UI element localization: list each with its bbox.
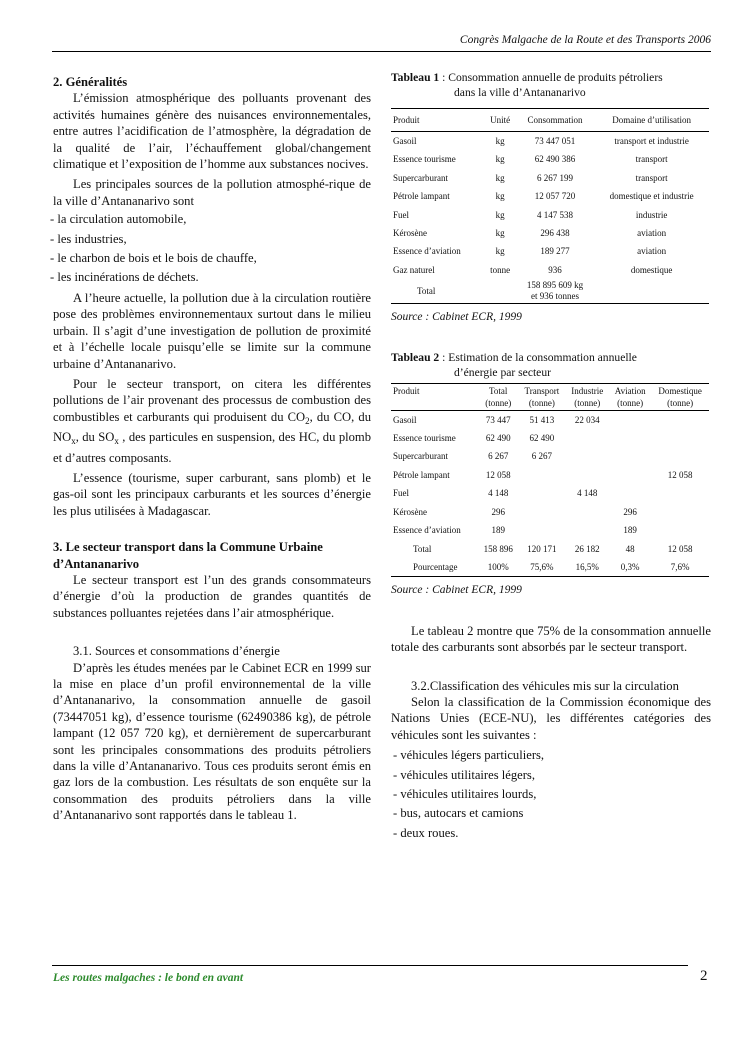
list-item: - les incinérations de déchets. bbox=[50, 270, 199, 285]
column-header: Produit bbox=[393, 114, 420, 125]
table-header-row bbox=[391, 109, 709, 132]
table-1-source: Source : Cabinet ECR, 1999 bbox=[391, 311, 522, 324]
column-header: Consommation bbox=[527, 114, 583, 125]
table-row: Essence d’aviation kg 189 277 aviation bbox=[393, 246, 667, 257]
column-header: Total (tonne) bbox=[485, 385, 512, 408]
column-header: Unité bbox=[490, 114, 511, 125]
footer-rule bbox=[52, 965, 688, 966]
list-item: - le charbon de bois et le bois de chauffe, bbox=[50, 251, 257, 266]
table-header-row bbox=[391, 383, 709, 410]
section-3-heading: 3. Le secteur transport dans la Commune Urbaine d’Antananarivo bbox=[53, 540, 323, 571]
table-row: Kérosène 296 296 bbox=[393, 506, 637, 517]
header-rule bbox=[52, 51, 711, 52]
list-item: - véhicules légers particuliers, bbox=[393, 748, 545, 763]
page-number: 2 bbox=[700, 968, 708, 984]
table-total-row: Total 158 896 120 171 26 182 48 12 058 bbox=[413, 543, 693, 554]
running-header: Congrès Malgache de la Route et des Transports 2006 bbox=[459, 34, 711, 46]
right-column bbox=[391, 70, 711, 845]
table-1-caption: Tableau 1 : Consommation annuelle de produits pétroliers dans la ville d’Antananarivo bbox=[391, 71, 663, 99]
column-header: Aviation (tonne) bbox=[614, 385, 646, 408]
table-row: Essence d’aviation 189 189 bbox=[393, 525, 637, 536]
section-2-paragraph-1: L’émission atmosphérique des polluants provenant des activités humaines génère des nuisances environnementales, entre autres l’acidification de l’atmosphère, la dégradation de la qualité de l’air, l’échauffement global/changement climatique et l’exposition de l’homme aux substances nocives. bbox=[53, 91, 371, 172]
section-3-paragraph-1: Le secteur transport est l’un des grands consommateurs d’énergie d’où la production de grandes quantités de substances polluantes rejetées dans l’air atmosphérique. bbox=[53, 572, 371, 620]
list-item: - deux roues. bbox=[393, 825, 459, 840]
table-1 bbox=[391, 108, 709, 304]
subsection-3-1-paragraph: D’après les études menées par le Cabinet ECR en 1999 sur la mise en place d’un profil environnemental de la ville d’Antananarivo, la consommation annuelle de gasoil (73447051 kg), d’essence tourisme (62490386 kg), de pétrole lampant (12 057 720 kg), et dernièrement de supercarburant sont les principales consommations des produits pétroliers dans la ville d’Antananarivo. Tous ces produits seront émis en gaz lors de la combustion. Les résultats de son enquête sur la consommation des produits pétroliers dans la ville d’Antananarivo sont rapportés dans le tableau 1. bbox=[53, 660, 371, 823]
column-header: Domestique (tonne) bbox=[658, 385, 702, 408]
table-row: Gasoil 73 447 51 413 22 034 bbox=[393, 414, 600, 425]
left-column bbox=[50, 74, 372, 824]
table-row: Pétrole lampant 12 058 12 058 bbox=[393, 469, 693, 480]
table-row: Gasoil kg 73 447 051 transport et industrie bbox=[393, 136, 689, 146]
vehicle-categories-list bbox=[393, 747, 711, 841]
table-row: Gaz naturel tonne 936 domestique bbox=[393, 264, 673, 275]
list-item: - véhicules utilitaires légers, bbox=[393, 767, 535, 782]
list-item: - la circulation automobile, bbox=[50, 212, 187, 227]
table-percentage-row: Pourcentage 100% 75,6% 16,5% 0,3% 7,6% bbox=[413, 561, 690, 572]
footer-title: Les routes malgaches : le bond en avant bbox=[53, 972, 244, 984]
table-row: Supercarburant kg 6 267 199 transport bbox=[393, 172, 668, 183]
table-2-commentary: Le tableau 2 montre que 75% de la consommation annuelle totale des carburants sont absorbés par le secteur transport. bbox=[391, 623, 711, 655]
subsection-3-2-paragraph: Selon la classification de la Commission économique des Nations Unies (ECE-NU), les différentes catégories des véhicules sont les suivantes : bbox=[391, 694, 711, 742]
section-2-heading: 2. Généralités bbox=[53, 75, 128, 89]
subsection-3-2-heading: 3.2.Classification des véhicules mis sur la circulation bbox=[411, 678, 679, 693]
list-item: - bus, autocars et camions bbox=[393, 806, 524, 821]
pollution-sources-list bbox=[50, 211, 371, 286]
list-item: - véhicules utilitaires lourds, bbox=[393, 786, 537, 801]
table-row: Essence tourisme 62 490 62 490 bbox=[393, 433, 555, 444]
subsection-3-1-heading: 3.1. Sources et consommations d’énergie bbox=[73, 644, 280, 659]
section-2-paragraph-3: A l’heure actuelle, la pollution due à la circulation routière pose des problèmes environnementaux surtout dans le milieu urbain. Il s’agit d’une investigation de pollution de proximité et à l’échelle locale puisqu’elle se limite sur la commune urbaine d’Antananarivo. bbox=[53, 290, 371, 371]
section-2-paragraph-4: Pour le secteur transport, on citera les différentes pollutions de l’air provenant des processus de combustion des combustibles et carburants qui produisent du $CO_2$, du CO, du $NO_x$, du $SO_x$ , des particules en suspension, des HC, du plomb et d’autres composants. bbox=[53, 376, 372, 465]
table-2 bbox=[391, 383, 709, 578]
table-row: Kérosène kg 296 438 aviation bbox=[393, 228, 667, 239]
section-2-paragraph-5: L’essence (tourisme, super carburant, sans plomb) et le gas-oil sont les principaux carburants et les sources d’énergie les plus utilisées à Madagascar. bbox=[53, 470, 371, 518]
column-header: Industrie (tonne) bbox=[571, 385, 604, 408]
list-item: - les industries, bbox=[50, 231, 127, 246]
column-header: Domaine d’utilisation bbox=[612, 114, 692, 125]
table-row: Fuel kg 4 147 538 industrie bbox=[393, 209, 668, 220]
section-2-paragraph-2: Les principales sources de la pollution atmosphé-rique de la ville d’Antananarivo sont bbox=[53, 177, 371, 208]
column-header: Produit bbox=[393, 385, 420, 396]
table-row: Fuel 4 148 4 148 bbox=[393, 488, 598, 499]
table-2-source: Source : Cabinet ECR, 1999 bbox=[391, 584, 522, 597]
table-row: Supercarburant 6 267 6 267 bbox=[393, 451, 552, 462]
table-2-caption: Tableau 2 : Estimation de la consommation annuelle d’énergie par secteur bbox=[391, 350, 637, 379]
column-header: Transport (tonne) bbox=[524, 385, 560, 408]
table-row: Essence tourisme kg 62 490 386 transport bbox=[393, 154, 668, 165]
table-row: Pétrole lampant kg 12 057 720 domestique et industrie bbox=[393, 191, 694, 202]
table-total-row: Total 158 895 609 kg et 936 tonnes bbox=[417, 280, 584, 302]
